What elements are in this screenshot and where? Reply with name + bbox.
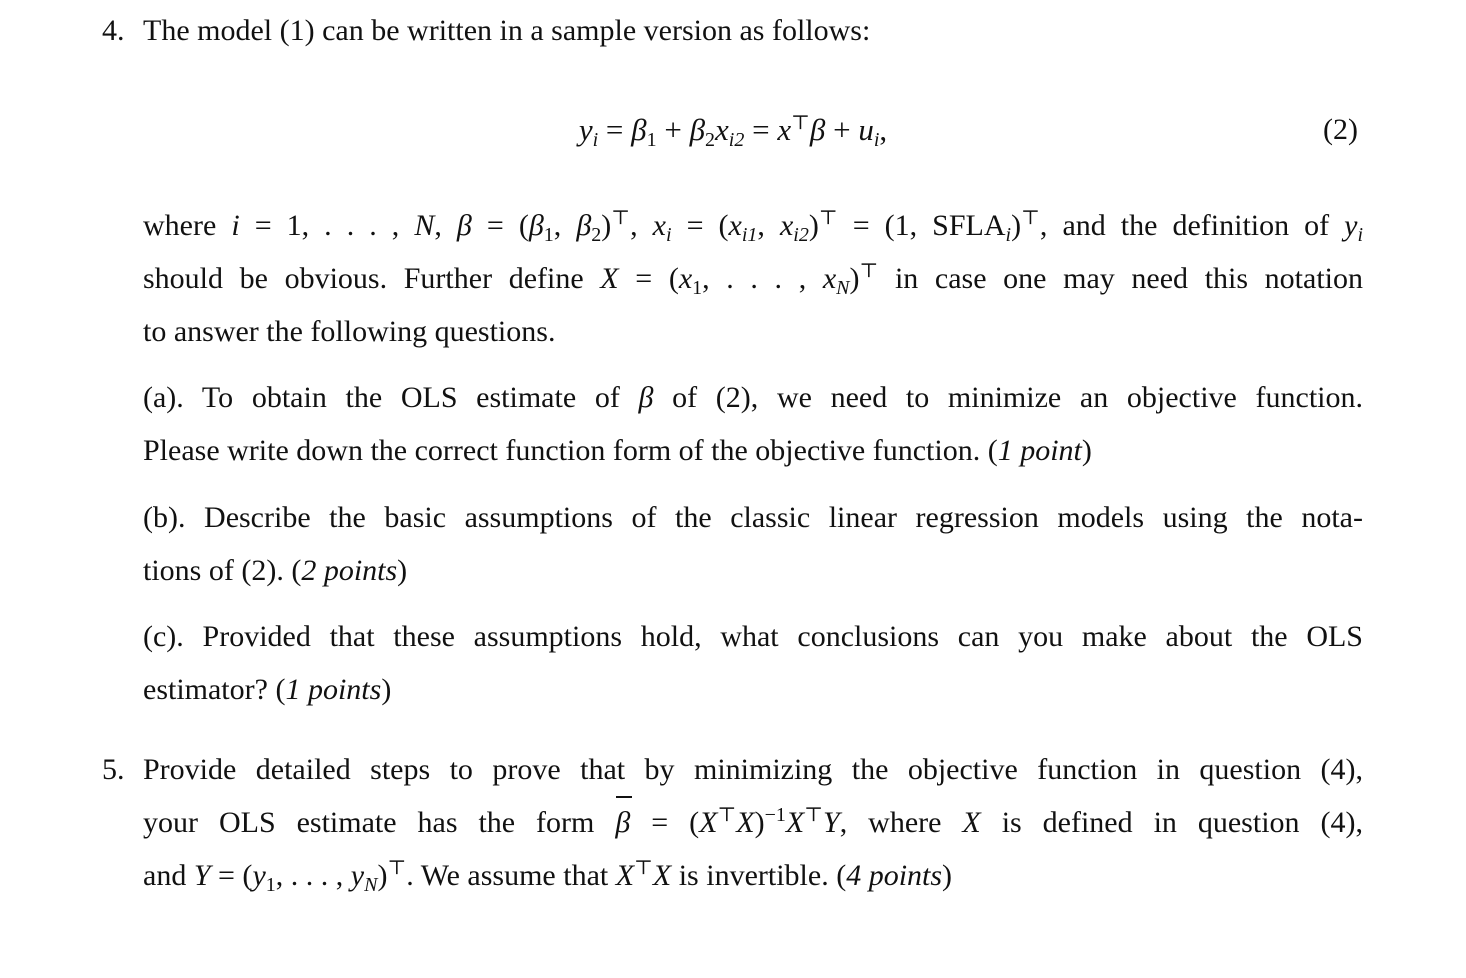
question-4-intro: The model (1) can be written in a sample version as follows: (143, 14, 871, 47)
part-c-line-1: (c). Provided that these assumptions hold, what conclusions can you make about the OLS (143, 620, 1363, 653)
part-a-line-2: Please write down the correct function form of the objective function. (1 point) (143, 434, 1092, 467)
definition-line-3: to answer the following questions. (143, 315, 556, 348)
part-c-line-2: estimator? (1 points) (143, 673, 392, 706)
equation-number: (2) (1323, 113, 1358, 146)
part-b-line-1: (b). Describe the basic assumptions of the classic linear regression models using the nota- (143, 501, 1363, 534)
part-b-line-2: tions of (2). (2 points) (143, 554, 408, 587)
question-5-line-3: and $Y = (y_1$, . . . , $y_N)^⊤$. We assume that X⊤X is invertible. (4 points) (143, 857, 953, 896)
question-5-line-1: Provide detailed steps to prove that by minimizing the objective function in question (4), (143, 753, 1363, 786)
question-5-line-2: your OLS estimate has the form $\beta = (X^⊤X)^{-1}X^⊤Y$, where X is defined in question (4), (143, 804, 1363, 839)
question-4-number: 4. (102, 14, 125, 47)
where-line: where i = 1, . . . , N, $\beta = (\beta_1$, $\beta_2)^⊤$, $x_i = (x_{i1}$, $x_{i2})^⊤ = (1$, $SFLA_i)^⊤$, and the definition of $y_i$ (143, 207, 1364, 246)
equation-2: $y_i = \beta_1 + \beta_2x_{i2} = x^⊤\beta + u_i$, (578, 112, 888, 151)
definition-line-2: should be obvious. Further define $X = (x_1$, . . . , $x_N)^⊤$ in case one may need this notation (143, 260, 1363, 299)
beta-hat: β (615, 806, 631, 839)
part-a-line-1: (a). To obtain the OLS estimate of β of (2), we need to minimize an objective function. (143, 381, 1363, 414)
question-5-number: 5. (102, 753, 125, 786)
